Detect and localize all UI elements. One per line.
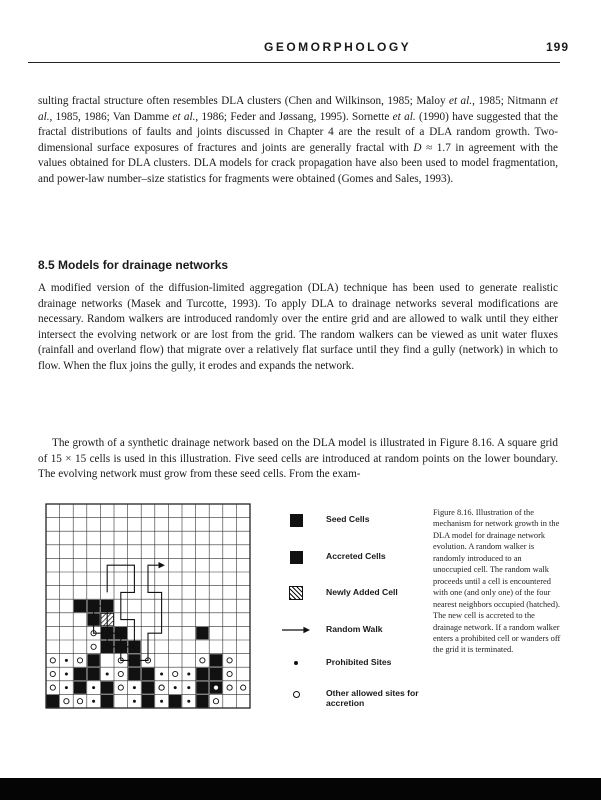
legend-label: Seed Cells xyxy=(326,514,370,524)
header-rule xyxy=(28,62,560,63)
allowed-site-circle xyxy=(227,685,232,690)
seed-cell xyxy=(142,695,154,707)
dla-grid-figure xyxy=(44,502,252,710)
prohibited-site-dot xyxy=(160,700,163,703)
text-run: , 1986; Feder and Jøssang, 1995). Sornette xyxy=(195,110,393,123)
accreted-cell xyxy=(128,668,140,680)
allowed-site-circle xyxy=(118,685,123,690)
legend-label: Newly Added Cell xyxy=(326,587,398,597)
italic-run: et al. xyxy=(392,110,416,123)
allowed-site-circle xyxy=(241,685,246,690)
seed-cell xyxy=(196,695,208,707)
black-square-shape xyxy=(290,551,303,564)
paragraph-continued xyxy=(38,94,558,187)
page-header xyxy=(28,38,573,60)
prohibited-site-dot xyxy=(187,686,190,689)
accreted-cell xyxy=(196,627,208,639)
allowed-site-circle xyxy=(91,644,96,649)
prohibited-site-dot xyxy=(187,673,190,676)
allowed-site-circle xyxy=(200,658,205,663)
allowed-site-circle xyxy=(64,699,69,704)
seed-cell xyxy=(169,695,181,707)
text-run: ≈ 1.7 in agreement with the values obtained for DLA clusters. DLA models for crack propagation have also been used to model fragmentation, and power-law number–size statistics for fragments were obtained (Gomes and Sales, 1993). xyxy=(38,141,558,185)
legend-symbol-hatched-square-icon xyxy=(282,585,310,601)
legend-label: Accreted Cells xyxy=(326,551,386,561)
allowed-site-circle xyxy=(213,699,218,704)
prohibited-site-dot xyxy=(160,673,163,676)
italic-run: D xyxy=(413,141,422,154)
legend-item-seed xyxy=(282,512,442,542)
accreted-cell xyxy=(210,654,222,666)
prohibited-site-dot xyxy=(187,700,190,703)
accreted-cell xyxy=(74,600,86,612)
italic-run: et al. xyxy=(449,95,473,107)
legend-item-other-allowed xyxy=(282,686,442,716)
allowed-site-circle xyxy=(118,671,123,676)
prohibited-site-dot xyxy=(106,673,109,676)
black-square-shape xyxy=(290,514,303,527)
figure-caption: Figure 8.16. Illustration of the mechanism for network growth in the DLA model for drainage network evolution. A random walker is randomly introduced to an unoccupied cell. The random walk proceeds until a cell is encountered with one (and only one) of the four nearest neighbors occupied (hatched). The new cell is accreted to the drainage network. If a random walker enters a prohibited cell or wanders off the grid it is terminated. xyxy=(433,508,561,655)
open-circle-shape xyxy=(293,691,300,698)
prohibited-site-dot xyxy=(65,673,68,676)
page-number: 199 xyxy=(545,40,569,54)
prohibited-site-dot xyxy=(65,686,68,689)
prohibited-site-dot xyxy=(92,686,95,689)
accreted-cell xyxy=(142,681,154,693)
legend-item-prohibited xyxy=(282,655,442,685)
legend-label: Other allowed sites for accretion xyxy=(326,688,419,708)
text-run: (1990) have suggested that the fractal distributions of faults and joints discussed in Chapter 4 are the result of a DLA random growth. Two-dimensional surface exposures of fractures and joints are generally fractal with xyxy=(38,110,558,154)
seed-cell xyxy=(47,695,59,707)
seed-cell xyxy=(101,695,113,707)
accreted-cell xyxy=(142,668,154,680)
text-run: , 1985, 1986; Van Damme xyxy=(49,110,173,123)
legend-symbol-arrow-icon xyxy=(282,622,310,638)
prohibited-site-dot xyxy=(174,686,177,689)
paragraph-drainage-intro: A modified version of the diffusion-limited aggregation (DLA) technique has been used to generate realistic drainage networks (Masek and Turcotte, 1993). To apply DLA to drainage networks several modifications are necessary. Random walkers are introduced randomly over the entire grid and are allowed to walk until they either intersect the evolving network or are lost from the grid. The random walkers can be viewed as unit water fluxes (rainfall and overland flow) that migrate over a relatively flat surface until they find a gully (network) in which to flow. When the flux joins the gully, it erodes and expands the network. xyxy=(38,282,558,372)
figure-legend xyxy=(282,512,442,717)
allowed-site-circle xyxy=(173,671,178,676)
legend-item-random-walk xyxy=(282,622,442,652)
legend-symbol-open-circle-icon xyxy=(282,686,310,702)
allowed-site-circle xyxy=(50,671,55,676)
legend-item-newly-added xyxy=(282,585,442,615)
accreted-cell xyxy=(196,681,208,693)
accreted-cell xyxy=(87,654,99,666)
accreted-cell xyxy=(74,668,86,680)
running-head: GEOMORPHOLOGY xyxy=(264,40,412,54)
allowed-site-circle xyxy=(77,699,82,704)
hatched-square-shape xyxy=(289,586,303,600)
arrow-right-icon xyxy=(282,625,310,635)
legend-item-accreted xyxy=(282,549,442,579)
text-run: sulting fractal structure often resembles DLA clusters (Chen and Wilkinson, 1985; Maloy xyxy=(38,95,450,107)
allowed-site-circle xyxy=(227,671,232,676)
legend-symbol-black-square-icon xyxy=(282,512,310,528)
italic-run: et al. xyxy=(38,95,558,123)
allowed-site-circle xyxy=(159,685,164,690)
dot-shape xyxy=(294,661,298,665)
accreted-cell xyxy=(87,668,99,680)
italic-run: et al. xyxy=(172,110,196,123)
accreted-cell xyxy=(210,668,222,680)
legend-label: Prohibited Sites xyxy=(326,657,392,667)
prohibited-site-dot xyxy=(133,686,136,689)
legend-symbol-dot-icon xyxy=(282,655,310,671)
prohibited-site-dot xyxy=(133,700,136,703)
accreted-cell xyxy=(196,668,208,680)
section-heading: 8.5 Models for drainage networks xyxy=(38,258,229,272)
paragraph-drainage-growth: The growth of a synthetic drainage network based on the DLA model is illustrated in Figure 8.16. A square grid of 15 × 15 cells is used in this illustration. Five seed cells are introduced at random points on the lower boundary. The evolving network must grow from these seed cells. From the exam- xyxy=(38,437,558,480)
text-run: , 1985; Nitmann xyxy=(472,95,550,107)
legend-symbol-black-square-icon xyxy=(282,549,310,565)
legend-label: Random Walk xyxy=(326,624,383,634)
allowed-site-circle xyxy=(227,658,232,663)
prohibited-site-dot xyxy=(92,700,95,703)
scan-bottom-edge xyxy=(0,778,601,800)
allowed-site-circle xyxy=(50,658,55,663)
prohibited-site-dot xyxy=(65,659,68,662)
allowed-site-circle xyxy=(50,685,55,690)
allowed-site-circle xyxy=(213,685,218,690)
accreted-cell xyxy=(74,681,86,693)
accreted-cell xyxy=(101,681,113,693)
allowed-site-circle xyxy=(77,658,82,663)
